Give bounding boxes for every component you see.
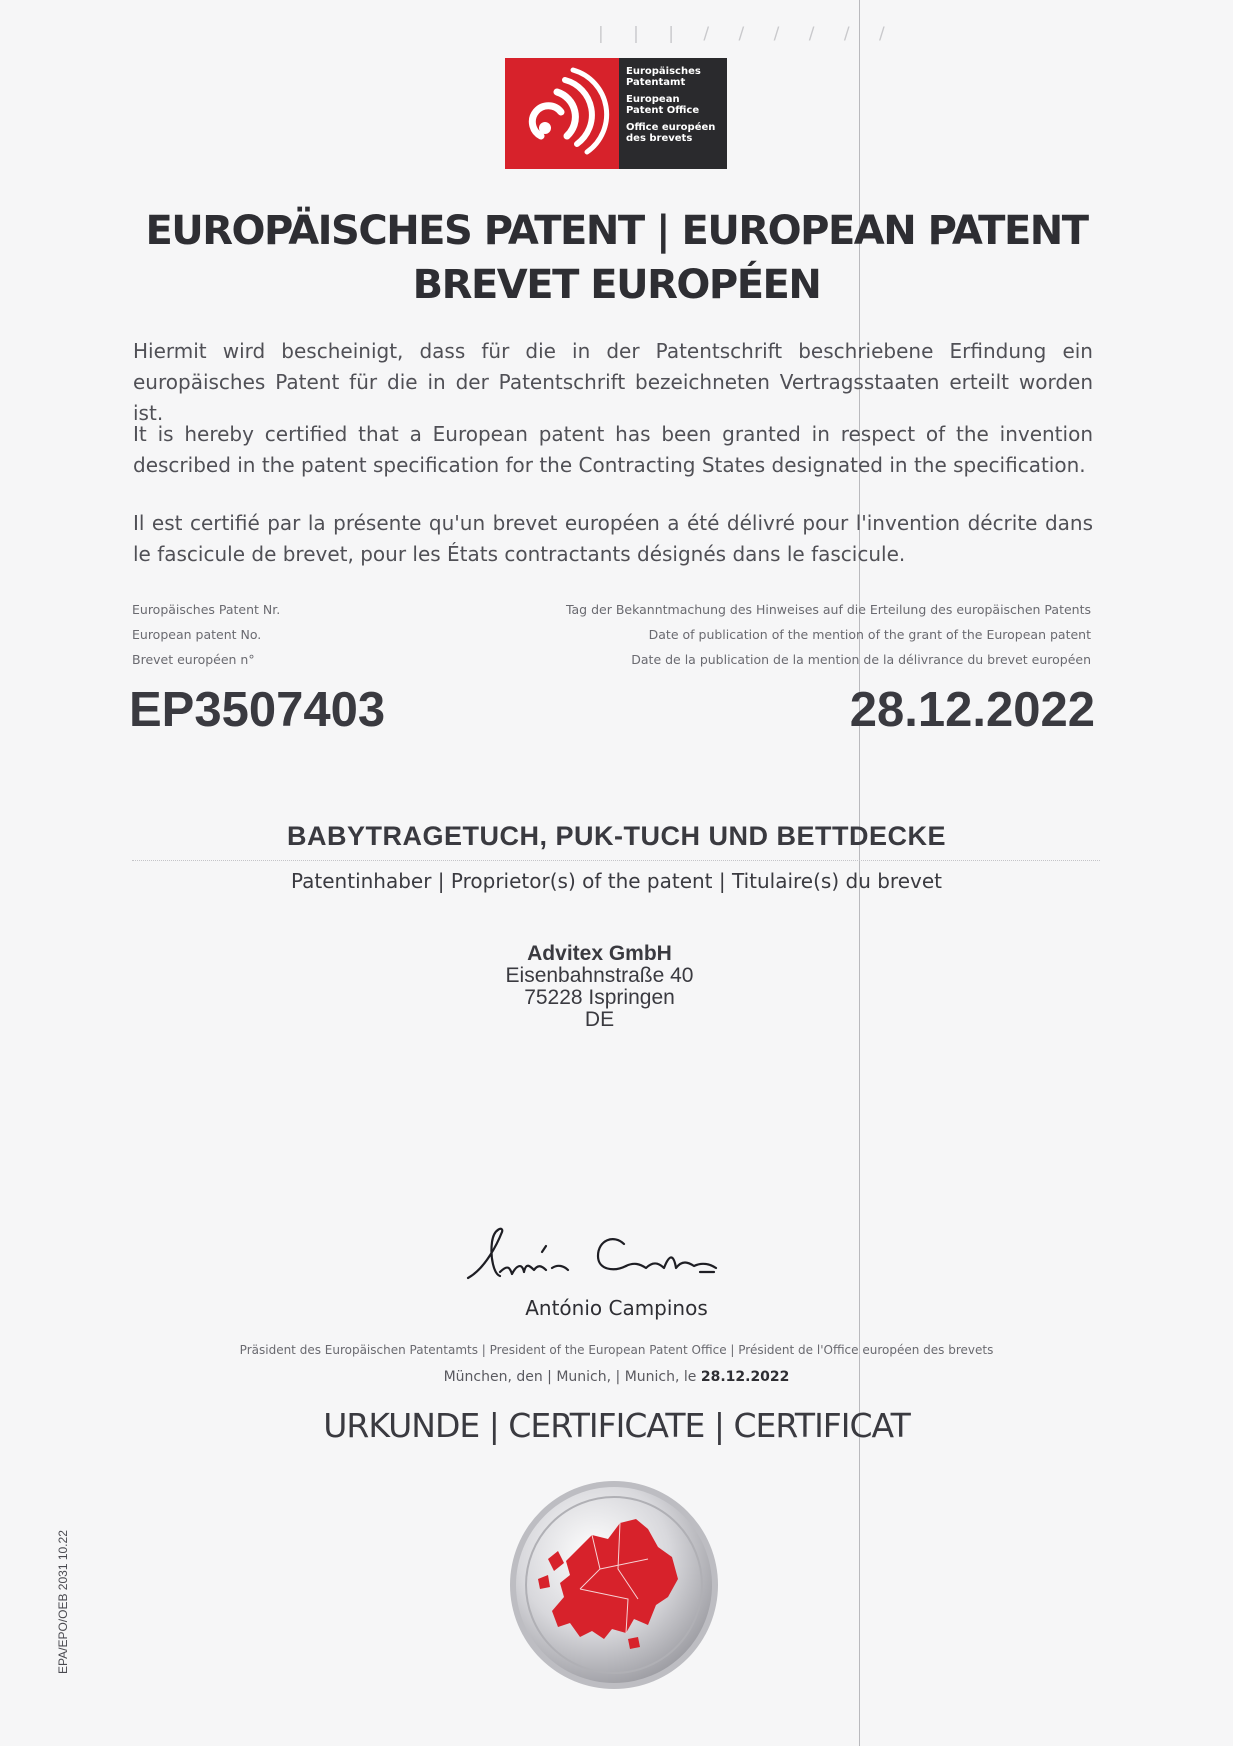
decorative-ticks: | | | / / / / / /: [598, 24, 897, 44]
signatory-name: António Campinos: [525, 1296, 708, 1320]
epo-logo: [505, 58, 727, 169]
logo-line: European: [626, 94, 680, 105]
label-fr: Brevet européen n°: [132, 652, 255, 667]
proprietor-city: 75228 Ispringen: [524, 986, 675, 1009]
proprietor-country: DE: [584, 1008, 615, 1031]
label-en: Date of publication of the mention of the grant of the European patent: [648, 627, 1091, 642]
logo-line: Europäisches: [626, 66, 701, 77]
proprietor-label: Patentinhaber | Proprietor(s) of the patent | Titulaire(s) du brevet: [290, 869, 942, 893]
epo-logo-text: [619, 58, 727, 169]
document-title: EUROPÄISCHES PATENT | EUROPEAN PATENT: [145, 208, 1088, 254]
signatory-title: Präsident des Europäischen Patentamts | President of the European Patent Office | Président de l'Office européen des brevets: [239, 1343, 994, 1357]
patent-number-labels: [132, 597, 280, 672]
patent-number: EP3507403: [129, 683, 386, 737]
logo-line: Patent Office: [626, 105, 700, 116]
statement-en: It is hereby certified that a European patent has been granted in respect of the invention described in the patent specification for the Contracting States designated in the specification.: [133, 422, 1093, 477]
statement-de: Hiermit wird bescheinigt, dass für die in der Patentschrift beschriebene Erfindung ein europäisches Patent für die in der Patentschrift bezeichneten Vertragsstaaten erteilt worden ist.: [133, 339, 1093, 425]
invention-title: BABYTRAGETUCH, PUK-TUCH UND BETTDECKE: [287, 821, 946, 851]
label-en: European patent No.: [132, 627, 262, 642]
proprietor-address: [0, 943, 1199, 1031]
handwritten-signature: [464, 1222, 764, 1292]
signing-date: 28.12.2022: [700, 1369, 790, 1385]
logo-line: Office européen: [626, 122, 716, 133]
label-fr: Date de la publication de la mention de la délivrance du brevet européen: [631, 652, 1091, 667]
statement-fr: Il est certifié par la présente qu'un brevet européen a été délivré pour l'invention décrite dans le fascicule de brevet, pour les États contractants désignés dans le fascicule.: [133, 511, 1093, 566]
epo-logo-icon: [505, 58, 619, 169]
label-de: Tag der Bekanntmachung des Hinweises auf die Erteilung des europäischen Patents: [565, 602, 1091, 617]
logo-line: des brevets: [626, 133, 693, 144]
signing-place-date: [0, 1369, 1233, 1385]
document-subtitle: BREVET EUROPÉEN: [412, 262, 821, 308]
europe-map-seal-icon: [508, 1479, 720, 1691]
publication-date: 28.12.2022: [849, 683, 1095, 737]
proprietor-name: Advitex GmbH: [527, 942, 672, 965]
label-de: Europäisches Patent Nr.: [132, 602, 281, 617]
certificate-label: URKUNDE | CERTIFICATE | CERTIFICAT: [323, 1406, 910, 1445]
form-code: EPA/EPO/OEB 2031 10.22: [56, 1530, 70, 1674]
logo-line: Patentamt: [626, 77, 686, 88]
publication-date-labels: [566, 597, 1091, 672]
signing-place: München, den | Munich, | Munich, le: [443, 1369, 697, 1385]
dotted-divider: [132, 860, 1100, 861]
proprietor-street: Eisenbahnstraße 40: [505, 964, 694, 987]
